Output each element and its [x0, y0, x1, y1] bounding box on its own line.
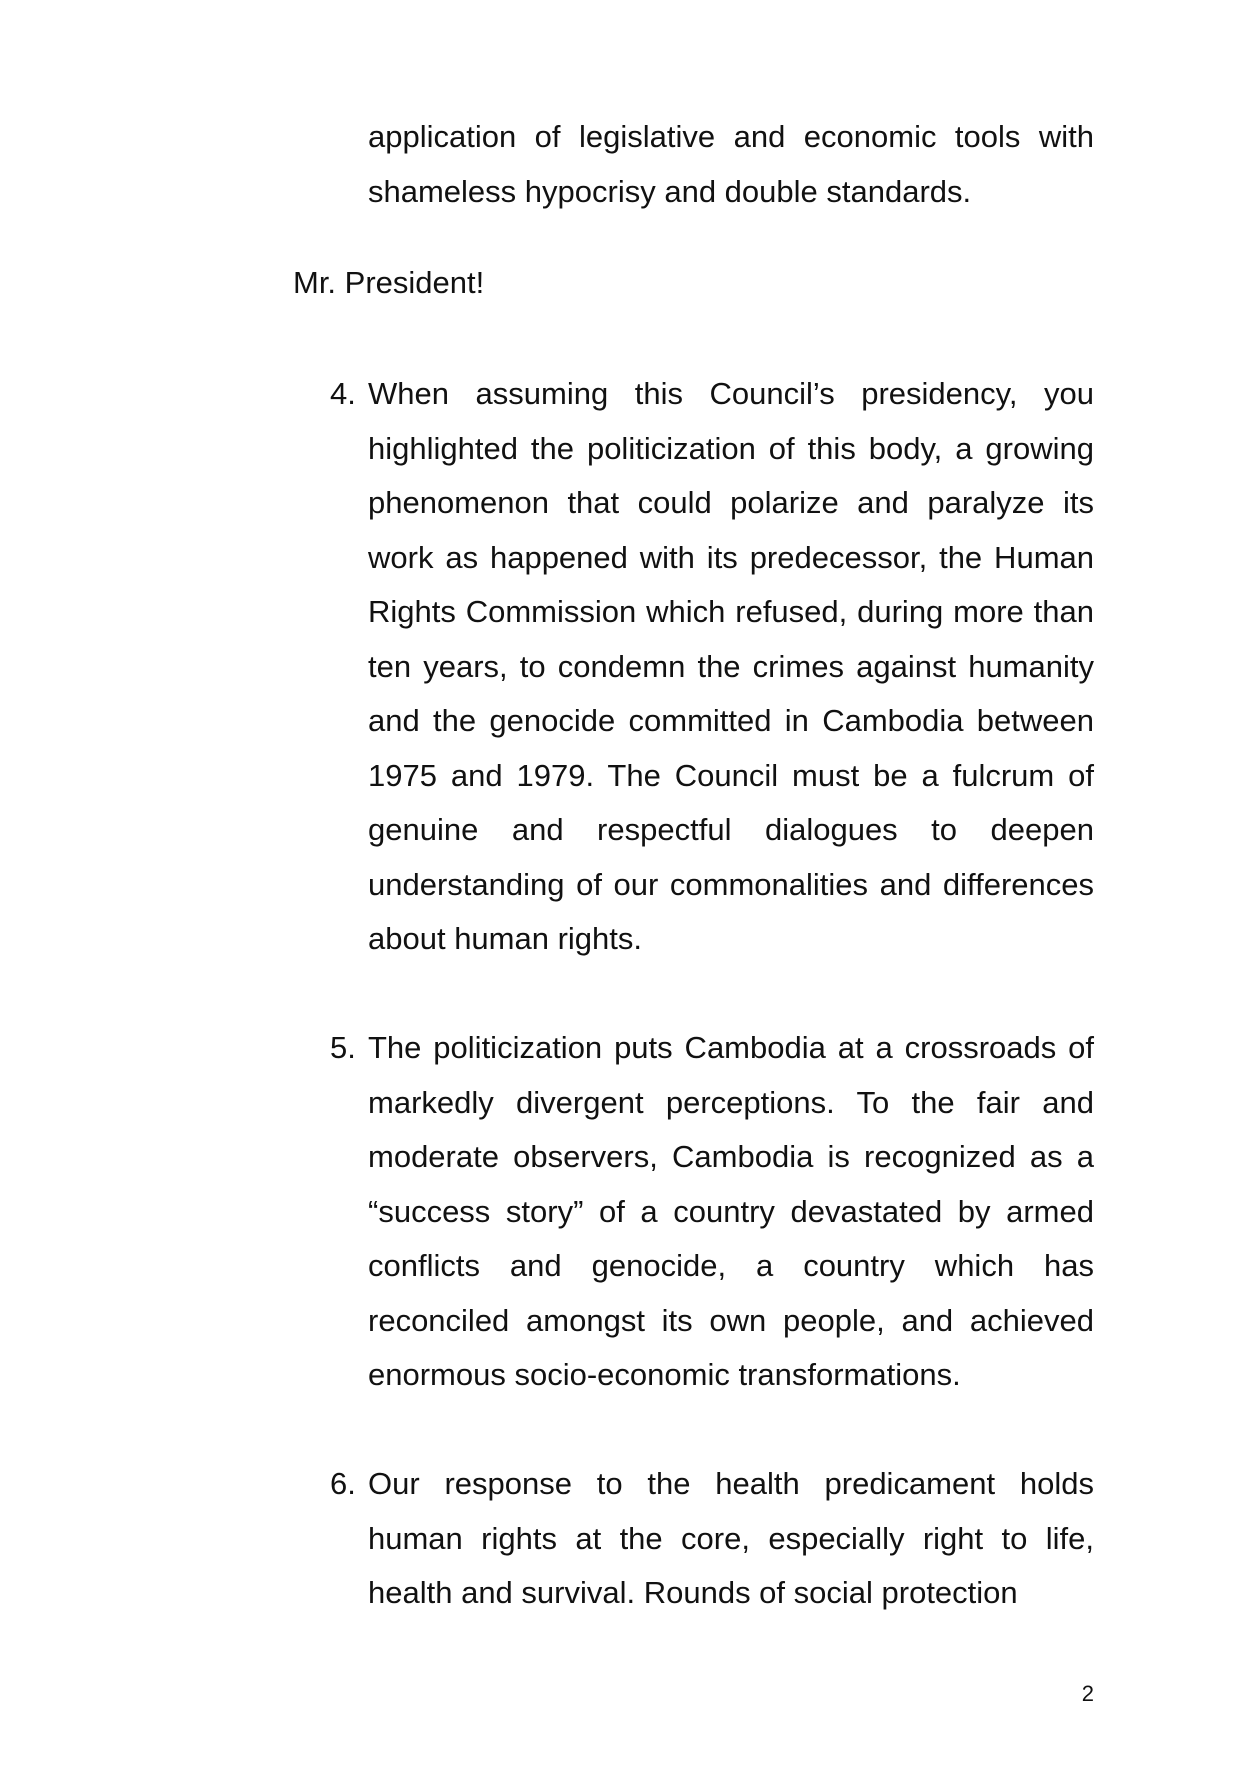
continuation-paragraph: application of legislative and economic tools with shameless hypocrisy and double standards. [368, 119, 1094, 209]
salutation: Mr. President! [293, 265, 485, 300]
paragraph-text: The politicization puts Cambodia at a crossroads of markedly divergent perceptions. To the fair and moderate observers, Cambodia is recognized as a “success story” of a country devastated by armed conflicts and genocide, a country which has reconciled amongst its own people, and achieved enormous socio-economic transformations. [368, 1030, 1094, 1392]
paragraph-number: 5. [330, 1030, 356, 1065]
paragraph-number: 6. [330, 1466, 356, 1501]
paragraph-text: When assuming this Council’s presidency, you highlighted the politicization of this body, a growing phenomenon that could polarize and paralyze its work as happened with its predecessor, the Human Rights Commission which refused, during more than ten years, to condemn the crimes against humanity and the genocide committed in Cambodia between 1975 and 1979. The Council must be a fulcrum of genuine and respectful dialogues to deepen understanding of our commonalities and differences about human rights. [368, 376, 1094, 956]
paragraph-number: 4. [330, 376, 356, 411]
paragraph-text: Our response to the health predicament holds human rights at the core, especially right to life, health and survival. Rounds of social protection [368, 1466, 1094, 1610]
page-number: 2 [1081, 1681, 1094, 1706]
